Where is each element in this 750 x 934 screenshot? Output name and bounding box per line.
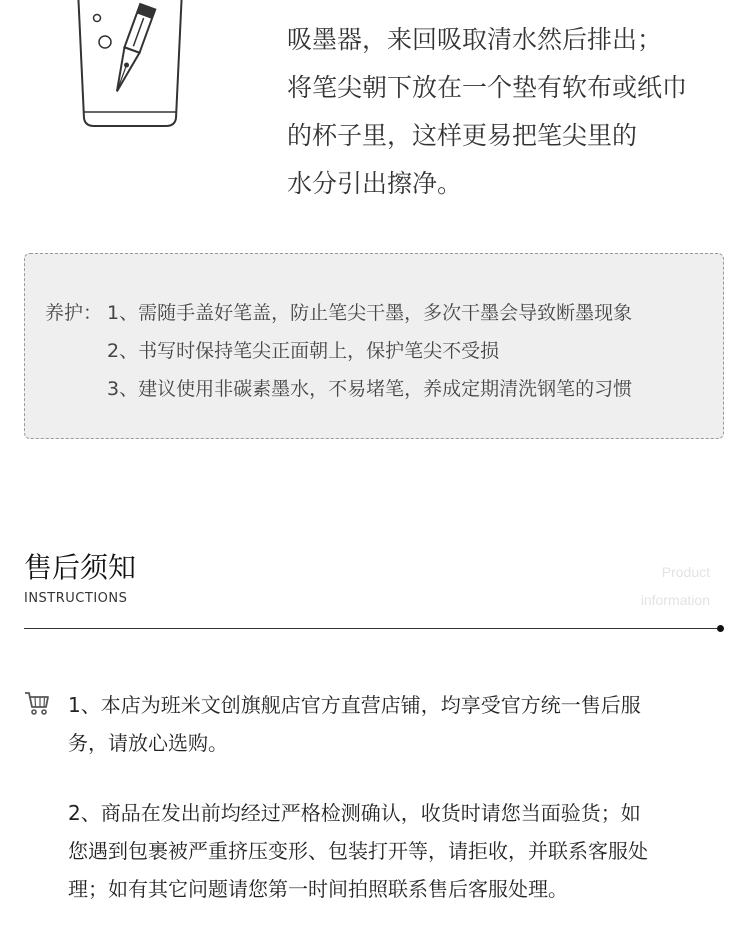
cleaning-instructions: [287, 0, 737, 208]
notice-line: 1、本店为班米文创旗舰店官方直营店铺，均享受官方统一售后服: [68, 693, 641, 717]
notice-line: 务，请放心选购。: [68, 731, 228, 755]
notice-line: 理；如有其它问题请您第一时间拍照联系售后客服处理。: [68, 877, 568, 901]
intro-line: 将笔尖朝下放在一个垫有软布或纸巾: [287, 73, 688, 102]
pen-in-cup-illustration: [60, 0, 200, 150]
shopping-cart-icon: [24, 690, 50, 716]
intro-line: 水分引出擦净。: [287, 169, 463, 198]
watermark-line: information: [640, 592, 710, 608]
section-divider: [24, 628, 720, 629]
care-item: 3、建议使用非碳素墨水，不易堵笔，养成定期清洗钢笔的习惯: [107, 378, 633, 400]
watermark-line: Product: [661, 564, 710, 580]
care-item: 1、需随手盖好笔盖，防止笔尖干墨，多次干墨会导致断墨现象: [107, 302, 633, 324]
intro-line: 的杯子里，这样更易把笔尖里的: [287, 121, 638, 150]
divider-dot: [717, 625, 724, 632]
section-title: 售后须知: [24, 551, 137, 584]
notice-item: [68, 794, 708, 908]
care-item: 2、书写时保持笔尖正面朝上，保护笔尖不受损: [107, 340, 500, 362]
care-tips-box: [24, 253, 724, 439]
notice-line: 您遇到包裹被严重挤压变形、包装打开等，请拒收，并联系客服处: [68, 839, 648, 863]
section-subtitle: INSTRUCTIONS: [24, 591, 128, 606]
intro-line-cropped: [287, 0, 737, 16]
intro-line: 吸墨器，来回吸取清水然后排出；: [287, 25, 663, 54]
notice-line: 2、商品在发出前均经过严格检测确认，收货时请您当面验货；如: [68, 801, 641, 825]
notice-item: [68, 686, 708, 762]
section-watermark: [620, 558, 710, 614]
care-label: 养护：: [45, 302, 103, 324]
